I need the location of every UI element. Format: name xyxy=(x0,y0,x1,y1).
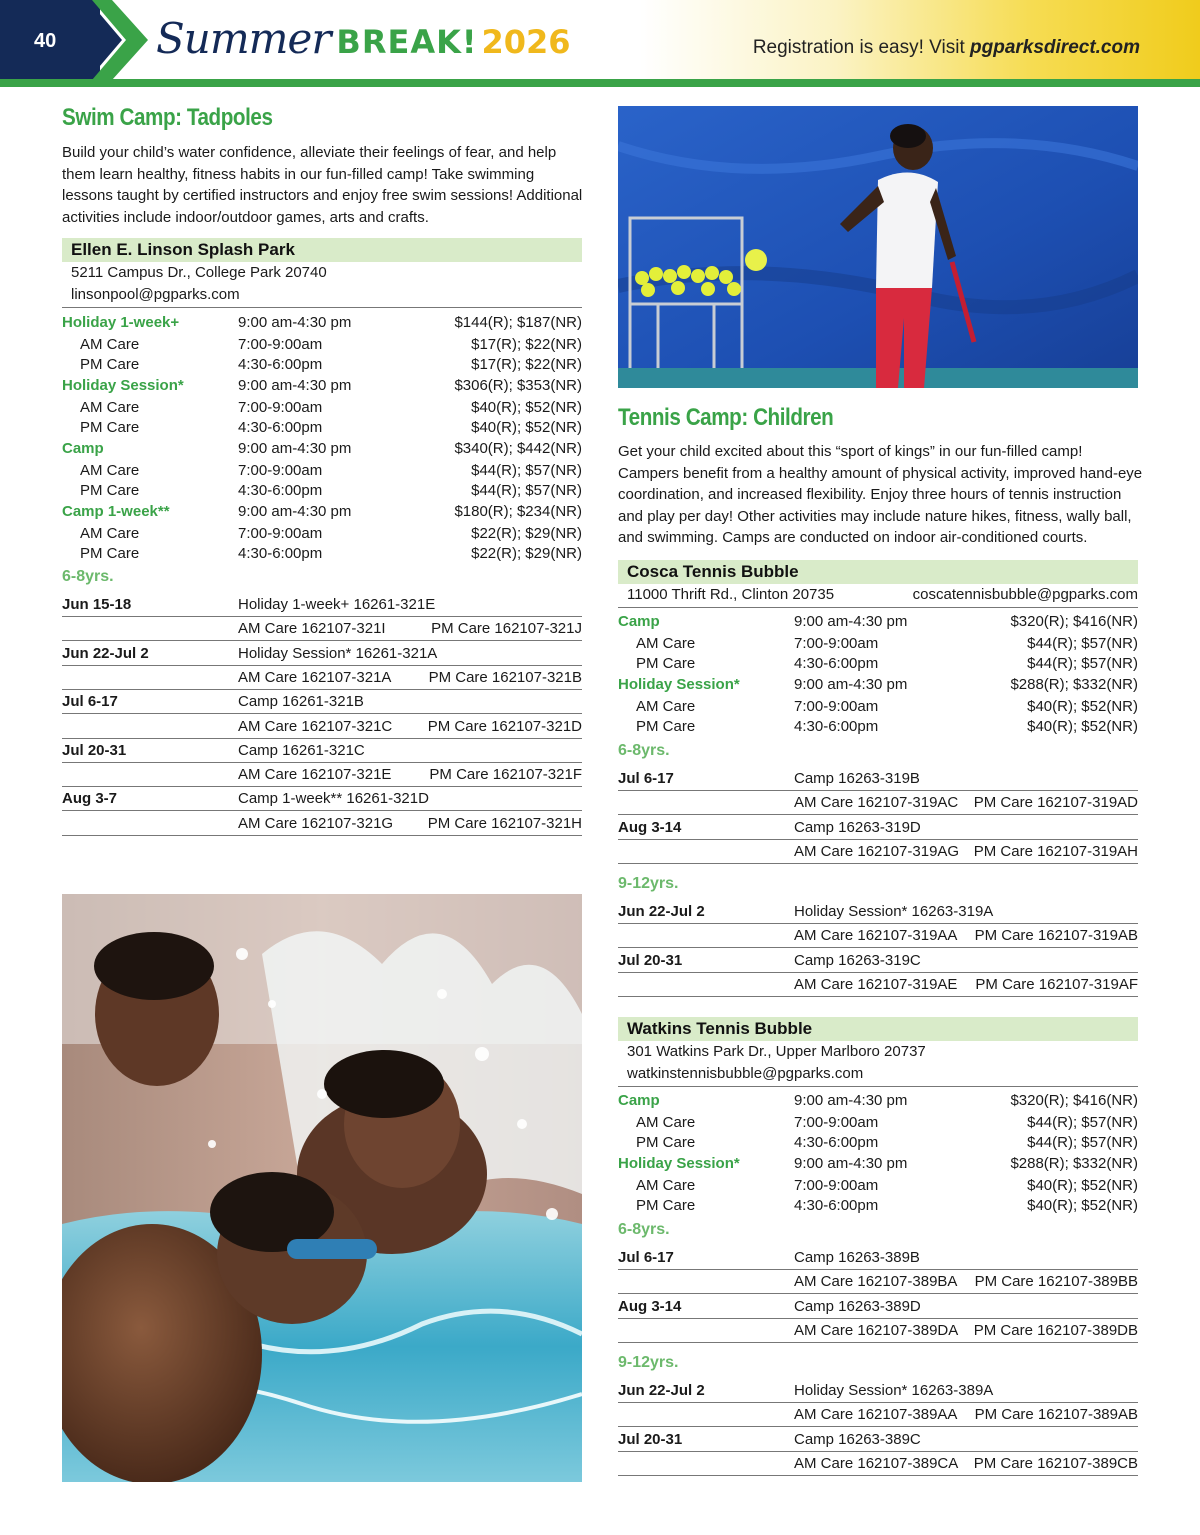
price-row-program xyxy=(62,376,582,398)
price-name: Camp xyxy=(618,613,660,630)
schedule-row xyxy=(62,593,582,617)
price-time: 9:00 am-4:30 pm xyxy=(794,676,908,693)
price-time: 7:00-9:00am xyxy=(238,462,323,479)
schedule-course: Camp 16263-389D xyxy=(794,1297,921,1315)
price-row-program xyxy=(62,502,582,524)
price-time: 9:00 am-4:30 pm xyxy=(794,613,908,630)
price-row-program xyxy=(62,439,582,461)
price-time: 7:00-9:00am xyxy=(794,635,879,652)
price-fee: $44(R); $57(NR) xyxy=(1027,1114,1138,1131)
schedule-course: AM Care 162107-321E xyxy=(238,766,392,784)
schedule-care: PM Care 162107-319AF xyxy=(975,975,1138,993)
schedule-course: Holiday 1-week+ 16261-321E xyxy=(238,596,436,613)
price-fee: $40(R); $52(NR) xyxy=(1027,698,1138,715)
schedule-course: AM Care 162107-389CA xyxy=(794,1454,959,1472)
price-row-program xyxy=(62,313,582,335)
price-time: 9:00 am-4:30 pm xyxy=(238,314,352,331)
swimming-kids-image xyxy=(62,894,582,1482)
schedule-care: PM Care 162107-389AB xyxy=(974,1406,1138,1424)
price-fee: $44(R); $57(NR) xyxy=(1027,1134,1138,1151)
price-fee: $22(R); $29(NR) xyxy=(471,525,582,542)
price-row-care xyxy=(62,481,582,501)
schedule-row xyxy=(618,1428,1138,1452)
schedule-course: Camp 1-week** 16261-321D xyxy=(238,790,429,808)
price-name: Camp xyxy=(618,1092,660,1109)
schedule-date: Jul 6-17 xyxy=(618,770,674,787)
price-time: 9:00 am-4:30 pm xyxy=(794,1092,908,1109)
price-time: 4:30-6:00pm xyxy=(794,1197,879,1214)
registration-link[interactable]: pgparksdirect.com xyxy=(970,37,1140,58)
schedule-date: Jun 22-Jul 2 xyxy=(618,1382,705,1399)
schedule-care: PM Care 162107-389DB xyxy=(973,1321,1138,1339)
schedule-course: AM Care 162107-389BA xyxy=(794,1273,958,1291)
schedule-care: PM Care 162107-389BB xyxy=(974,1273,1138,1291)
schedule-row xyxy=(62,642,582,666)
price-fee: $17(R); $22(NR) xyxy=(471,336,582,353)
schedule-row xyxy=(618,924,1138,948)
price-fee: $44(R); $57(NR) xyxy=(471,462,582,479)
schedule-care: PM Care 162107-319AB xyxy=(974,927,1138,945)
watkins-price-list xyxy=(618,1090,1138,1216)
price-time: 7:00-9:00am xyxy=(794,698,879,715)
intro-line: and swimming. Camps are conducted on indoor air-conditioned courts. xyxy=(618,529,1088,546)
price-name: Holiday 1-week+ xyxy=(62,314,180,331)
watkins-address: 301 Watkins Park Dr., Upper Marlboro 20737 xyxy=(627,1043,926,1060)
price-row-care xyxy=(618,717,1138,737)
intro-line: Get your child excited about this “sport of kings” in our fun-filled camp! xyxy=(618,443,1083,460)
schedule-course: Camp 16263-389C xyxy=(794,1430,921,1448)
swimming-kids-photo xyxy=(62,894,582,1482)
schedule-row xyxy=(62,739,582,763)
price-row-care xyxy=(618,1196,1138,1216)
schedule-course: Holiday Session* 16263-319A xyxy=(794,903,994,920)
schedule-course: AM Care 162107-321G xyxy=(238,814,394,832)
price-name: AM Care xyxy=(80,462,140,479)
schedule-row xyxy=(618,949,1138,973)
price-time: 9:00 am-4:30 pm xyxy=(238,503,352,520)
intro-line: and play per day! Other activities may include nature hikes, fitness, wally ball, xyxy=(618,507,1132,525)
price-row-care xyxy=(62,461,582,481)
schedule-row xyxy=(618,1403,1138,1427)
price-fee: $44(R); $57(NR) xyxy=(471,482,582,499)
schedule-row xyxy=(618,767,1138,791)
price-fee: $320(R); $416(NR) xyxy=(1010,613,1138,630)
linson-email[interactable]: linsonpool@pgparks.com xyxy=(71,286,240,303)
price-row-care xyxy=(62,398,582,418)
schedule-row xyxy=(618,973,1138,997)
cosca-location-name: Cosca Tennis Bubble xyxy=(618,560,1138,584)
schedule-course: AM Care 162107-319AC xyxy=(794,794,959,812)
price-fee: $44(R); $57(NR) xyxy=(1027,655,1138,672)
schedule-course: Camp 16263-319B xyxy=(794,770,920,787)
cosca-age-label-9-12: 9-12yrs. xyxy=(618,875,679,892)
logo-year: 2026 xyxy=(481,23,571,61)
schedule-row xyxy=(618,1319,1138,1343)
price-time: 7:00-9:00am xyxy=(794,1177,879,1194)
schedule-row xyxy=(618,791,1138,815)
registration-text: Registration is easy! Visit xyxy=(752,37,965,58)
schedule-course: AM Care 162107-321I xyxy=(238,620,386,638)
price-name: AM Care xyxy=(636,1114,696,1131)
price-row-program xyxy=(618,1154,1138,1176)
schedule-course: AM Care 162107-321A xyxy=(238,668,392,686)
price-time: 4:30-6:00pm xyxy=(238,356,323,373)
price-name: AM Care xyxy=(80,399,140,416)
schedule-course: AM Care 162107-319AA xyxy=(794,927,958,945)
price-fee: $340(R); $442(NR) xyxy=(454,440,582,457)
watkins-age-label-6-8: 6-8yrs. xyxy=(618,1221,670,1238)
schedule-care: PM Care 162107-319AD xyxy=(973,794,1138,812)
price-time: 4:30-6:00pm xyxy=(794,655,879,672)
price-name: AM Care xyxy=(636,698,696,715)
price-time: 4:30-6:00pm xyxy=(794,718,879,735)
price-row-care xyxy=(62,355,582,375)
price-row-care xyxy=(618,1113,1138,1133)
schedule-care: PM Care 162107-321D xyxy=(427,717,582,735)
price-row-care xyxy=(618,654,1138,674)
schedule-course: Holiday Session* 16261-321A xyxy=(238,644,438,662)
schedule-row xyxy=(618,1295,1138,1319)
schedule-row xyxy=(62,617,582,641)
price-fee: $40(R); $52(NR) xyxy=(1027,1177,1138,1194)
price-time: 9:00 am-4:30 pm xyxy=(238,440,352,457)
price-row-care xyxy=(618,1176,1138,1196)
price-row-program xyxy=(618,612,1138,634)
page-header xyxy=(0,0,1200,88)
price-fee: $288(R); $332(NR) xyxy=(1010,676,1138,693)
price-row-program xyxy=(618,1091,1138,1113)
schedule-date: Jul 6-17 xyxy=(62,693,118,711)
divider xyxy=(62,307,582,308)
summer-break-logo xyxy=(156,14,571,72)
schedule-row xyxy=(62,666,582,690)
watkins-location-name: Watkins Tennis Bubble xyxy=(618,1017,1138,1041)
divider xyxy=(618,607,1138,608)
schedule-course: Holiday Session* 16263-389A xyxy=(794,1382,994,1399)
price-row-care xyxy=(618,697,1138,717)
price-fee: $40(R); $52(NR) xyxy=(471,419,582,436)
price-time: 7:00-9:00am xyxy=(238,336,323,353)
price-name: AM Care xyxy=(636,635,696,652)
price-name: PM Care xyxy=(80,419,140,436)
tennis-camp-title: Tennis Camp: Children xyxy=(618,404,834,431)
intro-line: Campers benefit from a healthy amount of physical activity, improved hand-eye xyxy=(618,464,1143,482)
schedule-date: Aug 3-14 xyxy=(618,818,682,836)
price-row-care xyxy=(618,1133,1138,1153)
price-row-care xyxy=(62,544,582,564)
schedule-course: AM Care 162107-319AE xyxy=(794,975,958,993)
schedule-date: Jul 20-31 xyxy=(62,741,127,759)
intro-line: Build your child’s water confidence, alleviate their feelings of fear, and help xyxy=(62,144,557,161)
schedule-date: Aug 3-7 xyxy=(62,790,118,808)
intro-line: activities include indoor/outdoor games, arts and crafts. xyxy=(62,208,429,226)
schedule-date: Jun 15-18 xyxy=(62,596,132,613)
price-fee: $180(R); $234(NR) xyxy=(454,503,582,520)
schedule-care: PM Care 162107-321B xyxy=(428,668,582,686)
logo-break: BREAK! xyxy=(336,23,478,61)
linson-address: 5211 Campus Dr., College Park 20740 xyxy=(71,264,327,281)
schedule-row xyxy=(62,763,582,787)
price-row-care xyxy=(618,634,1138,654)
schedule-care: PM Care 162107-321J xyxy=(431,620,582,638)
price-time: 9:00 am-4:30 pm xyxy=(238,377,352,394)
schedule-row xyxy=(618,1379,1138,1403)
price-time: 4:30-6:00pm xyxy=(238,419,323,436)
schedule-care: PM Care 162107-389CB xyxy=(973,1454,1138,1472)
price-fee: $40(R); $52(NR) xyxy=(1027,1197,1138,1214)
price-name: PM Care xyxy=(80,356,140,373)
cosca-age-label-6-8: 6-8yrs. xyxy=(618,742,670,759)
schedule-row xyxy=(618,1246,1138,1270)
schedule-row xyxy=(62,715,582,739)
price-time: 7:00-9:00am xyxy=(238,525,323,542)
tennis-girl-image xyxy=(618,106,1138,388)
price-name: PM Care xyxy=(636,1197,696,1214)
schedule-course: Camp 16263-319D xyxy=(794,818,921,836)
price-name: PM Care xyxy=(636,1134,696,1151)
schedule-course: Camp 16261-321B xyxy=(238,693,364,711)
schedule-care: PM Care 162107-321H xyxy=(427,814,582,832)
price-time: 4:30-6:00pm xyxy=(238,482,323,499)
price-name: Camp 1-week** xyxy=(62,503,170,520)
price-time: 9:00 am-4:30 pm xyxy=(794,1155,908,1172)
price-row-program xyxy=(618,675,1138,697)
price-name: AM Care xyxy=(636,1177,696,1194)
registration-line xyxy=(753,37,1140,59)
schedule-row xyxy=(62,787,582,811)
price-name: AM Care xyxy=(80,336,140,353)
intro-line: lessons taught by certified instructors and enjoy free swim sessions! Additional xyxy=(62,187,583,204)
price-fee: $44(R); $57(NR) xyxy=(1027,635,1138,652)
price-time: 4:30-6:00pm xyxy=(794,1134,879,1151)
cosca-address: 11000 Thrift Rd., Clinton 20735 xyxy=(627,586,835,603)
price-fee: $144(R); $187(NR) xyxy=(454,314,582,331)
watkins-age-label-9-12: 9-12yrs. xyxy=(618,1354,679,1371)
price-time: 4:30-6:00pm xyxy=(238,545,323,562)
price-row-care xyxy=(62,524,582,544)
price-time: 7:00-9:00am xyxy=(794,1114,879,1131)
schedule-row xyxy=(618,1270,1138,1294)
price-time: 7:00-9:00am xyxy=(238,399,323,416)
price-name: Holiday Session* xyxy=(618,1155,740,1172)
swim-camp-title: Swim Camp: Tadpoles xyxy=(62,104,273,131)
schedule-row xyxy=(618,816,1138,840)
tennis-camp-intro xyxy=(618,441,1148,549)
price-fee: $306(R); $353(NR) xyxy=(454,377,582,394)
schedule-course: Camp 16261-321C xyxy=(238,741,365,759)
schedule-course: AM Care 162107-319AG xyxy=(794,842,960,860)
price-fee: $22(R); $29(NR) xyxy=(471,545,582,562)
schedule-date: Jul 6-17 xyxy=(618,1249,674,1266)
schedule-row xyxy=(618,840,1138,864)
schedule-course: AM Care 162107-389DA xyxy=(794,1321,959,1339)
schedule-date: Jun 22-Jul 2 xyxy=(618,903,705,920)
price-fee: $40(R); $52(NR) xyxy=(1027,718,1138,735)
intro-line: them learn healthy, fitness habits in our fun-filled camp! Take swimming xyxy=(62,165,535,183)
schedule-care: PM Care 162107-319AH xyxy=(973,842,1138,860)
schedule-row xyxy=(618,1452,1138,1476)
schedule-care: PM Care 162107-321F xyxy=(429,766,582,784)
intro-line: coordination, and increased flexibility. Enjoy three hours of tennis instruction xyxy=(618,486,1122,503)
schedule-date: Jun 22-Jul 2 xyxy=(62,644,149,662)
schedule-row xyxy=(62,812,582,836)
price-name: AM Care xyxy=(80,525,140,542)
price-name: PM Care xyxy=(80,482,140,499)
price-row-care xyxy=(62,335,582,355)
price-fee: $288(R); $332(NR) xyxy=(1010,1155,1138,1172)
schedule-date: Aug 3-14 xyxy=(618,1297,682,1315)
swim-price-list xyxy=(62,312,582,564)
price-name: Holiday Session* xyxy=(618,676,740,693)
divider xyxy=(618,1086,1138,1087)
header-green-rule xyxy=(0,79,1200,87)
price-name: Holiday Session* xyxy=(62,377,184,394)
schedule-course: AM Care 162107-321C xyxy=(238,717,393,735)
schedule-course: Camp 16263-389B xyxy=(794,1249,920,1266)
logo-summer: Summer xyxy=(156,14,331,63)
schedule-course: Camp 16263-319C xyxy=(794,951,921,969)
watkins-email[interactable]: watkinstennisbubble@pgparks.com xyxy=(627,1065,864,1082)
price-name: PM Care xyxy=(636,655,696,672)
price-fee: $320(R); $416(NR) xyxy=(1010,1092,1138,1109)
schedule-date: Jul 20-31 xyxy=(618,951,683,969)
price-fee: $17(R); $22(NR) xyxy=(471,356,582,373)
swim-camp-intro xyxy=(62,142,592,228)
price-name: Camp xyxy=(62,440,104,457)
tennis-girl-photo xyxy=(618,106,1138,388)
page-number: 40 xyxy=(34,30,57,52)
schedule-row xyxy=(62,690,582,714)
schedule-row xyxy=(618,900,1138,924)
swim-age-label: 6-8yrs. xyxy=(62,568,114,585)
cosca-price-list xyxy=(618,611,1138,737)
schedule-date: Jul 20-31 xyxy=(618,1430,683,1448)
cosca-email[interactable]: coscatennisbubble@pgparks.com xyxy=(912,586,1138,603)
price-fee: $40(R); $52(NR) xyxy=(471,399,582,416)
price-row-care xyxy=(62,418,582,438)
price-name: PM Care xyxy=(80,545,140,562)
linson-location-name: Ellen E. Linson Splash Park xyxy=(62,238,582,262)
price-name: PM Care xyxy=(636,718,696,735)
schedule-course: AM Care 162107-389AA xyxy=(794,1406,958,1424)
